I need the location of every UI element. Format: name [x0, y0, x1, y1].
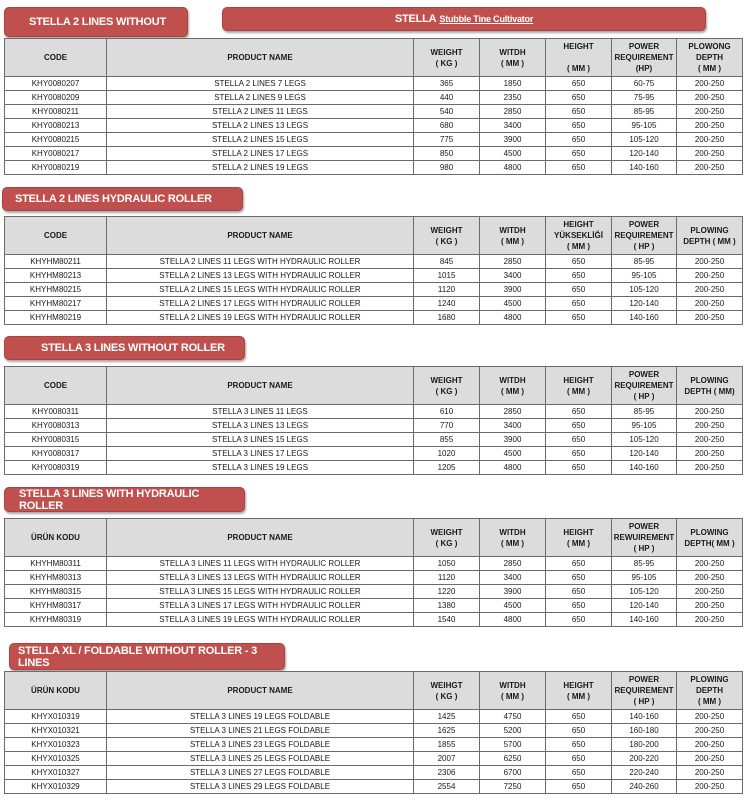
section-banner-label: STELLA 2 LINES HYDRAULIC ROLLER [15, 193, 212, 205]
cell-width: 3400 [480, 119, 546, 133]
table-row [5, 269, 743, 283]
section-banner-label: STELLA 3 LINES WITHOUT ROLLER [41, 342, 225, 354]
cell-product-name: STELLA 3 LINES 29 LEGS FOLDABLE [107, 780, 414, 794]
cell-power-requirement: 95-105 [612, 571, 677, 585]
column-header-product-name: PRODUCT NAME [107, 367, 414, 405]
column-header-weight: WEIGHT ( KG ) [414, 39, 480, 77]
cell-width: 6250 [480, 752, 546, 766]
cell-width: 5200 [480, 724, 546, 738]
table-row [5, 585, 743, 599]
cell-power-requirement: 140-160 [612, 710, 677, 724]
cell-width: 4800 [480, 311, 546, 325]
table-row [5, 119, 743, 133]
cell-code: KHYHM80215 [5, 283, 107, 297]
cell-code: KHYX010327 [5, 766, 107, 780]
cell-product-name: STELLA 2 LINES 11 LEGS [107, 105, 414, 119]
cell-product-name: STELLA 3 LINES 21 LEGS FOLDABLE [107, 724, 414, 738]
cell-weight: 1425 [414, 710, 480, 724]
cell-weight: 1680 [414, 311, 480, 325]
cell-plowing-depth: 200-250 [677, 311, 743, 325]
cell-power-requirement: 140-160 [612, 461, 677, 475]
header-row [5, 217, 743, 255]
cell-code: KHYX010321 [5, 724, 107, 738]
section-banner [4, 336, 245, 360]
column-header-power-requirement: POWER REQUIREMENT ( HP ) [612, 217, 677, 255]
cell-code: KHYHM80311 [5, 557, 107, 571]
cell-code: KHYX010329 [5, 780, 107, 794]
cell-weight: 365 [414, 77, 480, 91]
cell-width: 2850 [480, 557, 546, 571]
table-row [5, 133, 743, 147]
cell-height: 650 [546, 613, 612, 627]
spec-table [4, 38, 743, 175]
cell-weight: 980 [414, 161, 480, 175]
spec-table [4, 671, 743, 794]
cell-width: 4800 [480, 461, 546, 475]
cell-code: KHYHM80319 [5, 613, 107, 627]
column-header-width: WITDH ( MM ) [480, 39, 546, 77]
cell-power-requirement: 95-105 [612, 119, 677, 133]
cell-product-name: STELLA 3 LINES 17 LEGS [107, 447, 414, 461]
cell-product-name: STELLA 3 LINES 25 LEGS FOLDABLE [107, 752, 414, 766]
cell-plowing-depth: 200-250 [677, 419, 743, 433]
cell-height: 650 [546, 571, 612, 585]
cell-width: 4500 [480, 297, 546, 311]
cell-code: KHYX010319 [5, 710, 107, 724]
cell-weight: 1120 [414, 283, 480, 297]
cell-code: KHY0080211 [5, 105, 107, 119]
cell-power-requirement: 200-220 [612, 752, 677, 766]
cell-width: 3900 [480, 283, 546, 297]
cell-power-requirement: 95-105 [612, 419, 677, 433]
cell-plowing-depth: 200-250 [677, 161, 743, 175]
cell-code: KHYHM80315 [5, 585, 107, 599]
cell-plowing-depth: 200-250 [677, 599, 743, 613]
cell-power-requirement: 240-260 [612, 780, 677, 794]
column-header-power-requirement: POWER REQUIREMENT (HP) [612, 39, 677, 77]
cell-power-requirement: 85-95 [612, 405, 677, 419]
cell-width: 4500 [480, 599, 546, 613]
cell-product-name: STELLA 3 LINES 23 LEGS FOLDABLE [107, 738, 414, 752]
cell-weight: 1020 [414, 447, 480, 461]
cell-plowing-depth: 200-250 [677, 147, 743, 161]
cell-power-requirement: 105-120 [612, 283, 677, 297]
cell-product-name: STELLA 3 LINES 13 LEGS [107, 419, 414, 433]
cell-width: 3400 [480, 571, 546, 585]
cell-width: 3900 [480, 433, 546, 447]
cell-width: 3400 [480, 419, 546, 433]
cell-code: KHY0080207 [5, 77, 107, 91]
column-header-height: HEIGHT ( MM ) [546, 367, 612, 405]
cell-code: KHYX010323 [5, 738, 107, 752]
section-banner [2, 187, 243, 211]
column-header-code: CODE [5, 367, 107, 405]
cell-weight: 1855 [414, 738, 480, 752]
cell-width: 3900 [480, 133, 546, 147]
cell-height: 650 [546, 780, 612, 794]
cell-power-requirement: 120-140 [612, 297, 677, 311]
spec-table [4, 216, 743, 325]
cell-height: 650 [546, 269, 612, 283]
section-banner-label: STELLA 3 LINES WITH HYDRAULIC ROLLER [19, 487, 200, 512]
cell-width: 7250 [480, 780, 546, 794]
cell-power-requirement: 220-240 [612, 766, 677, 780]
cell-power-requirement: 140-160 [612, 161, 677, 175]
column-header-product-name: PRODUCT NAME [107, 519, 414, 557]
section-banner [4, 7, 188, 37]
table-row [5, 710, 743, 724]
cell-plowing-depth: 200-250 [677, 710, 743, 724]
cell-width: 3900 [480, 585, 546, 599]
cell-code: KHYHM80213 [5, 269, 107, 283]
section-banner-label: STELLA 2 LINES WITHOUT [29, 16, 166, 28]
column-header-weight: WEIGHT ( KG ) [414, 217, 480, 255]
table-row [5, 780, 743, 794]
cell-height: 650 [546, 133, 612, 147]
cell-weight: 1050 [414, 557, 480, 571]
column-header-code: ÜRÜN KODU [5, 519, 107, 557]
cell-power-requirement: 160-180 [612, 724, 677, 738]
cell-height: 650 [546, 766, 612, 780]
cell-height: 650 [546, 297, 612, 311]
cell-width: 4750 [480, 710, 546, 724]
cell-power-requirement: 60-75 [612, 77, 677, 91]
cell-plowing-depth: 200-250 [677, 77, 743, 91]
cell-product-name: STELLA 3 LINES 19 LEGS FOLDABLE [107, 710, 414, 724]
table-row [5, 405, 743, 419]
cell-product-name: STELLA 2 LINES 15 LEGS [107, 133, 414, 147]
table-row [5, 461, 743, 475]
column-header-width: WITDH ( MM ) [480, 519, 546, 557]
cell-width: 2850 [480, 105, 546, 119]
table-row [5, 738, 743, 752]
column-header-height: HEIGHT ( MM ) [546, 519, 612, 557]
table-row [5, 724, 743, 738]
cell-weight: 1540 [414, 613, 480, 627]
cell-width: 4500 [480, 447, 546, 461]
column-header-product-name: PRODUCT NAME [107, 39, 414, 77]
cell-code: KHYHM80313 [5, 571, 107, 585]
cell-plowing-depth: 200-250 [677, 461, 743, 475]
cell-weight: 440 [414, 91, 480, 105]
cell-height: 650 [546, 557, 612, 571]
cell-product-name: STELLA 3 LINES 19 LEGS [107, 461, 414, 475]
cell-product-name: STELLA 2 LINES 15 LEGS WITH HYDRAULIC ROLLER [107, 283, 414, 297]
column-header-height: HEIGHT ( MM ) [546, 39, 612, 77]
cell-plowing-depth: 200-250 [677, 447, 743, 461]
cell-product-name: STELLA 3 LINES 15 LEGS WITH HYDRAULIC ROLLER [107, 585, 414, 599]
cell-code: KHY0080215 [5, 133, 107, 147]
column-header-height: HEIGHT ( MM ) [546, 672, 612, 710]
cell-plowing-depth: 200-250 [677, 119, 743, 133]
column-header-power-requirement: POWER REQUIREMENT ( HP ) [612, 367, 677, 405]
table-row [5, 283, 743, 297]
cell-product-name: STELLA 2 LINES 19 LEGS WITH HYDRAULIC ROLLER [107, 311, 414, 325]
cell-product-name: STELLA 2 LINES 17 LEGS WITH HYDRAULIC ROLLER [107, 297, 414, 311]
cell-height: 650 [546, 147, 612, 161]
cell-height: 650 [546, 161, 612, 175]
cell-height: 650 [546, 752, 612, 766]
cell-width: 6700 [480, 766, 546, 780]
table-row [5, 766, 743, 780]
column-header-power-requirement: POWER REWUIREMENT ( HP ) [612, 519, 677, 557]
cell-power-requirement: 85-95 [612, 557, 677, 571]
title-sub: Stubble Tine Cultivator [439, 14, 534, 24]
section-banner [9, 643, 285, 670]
cell-width: 5700 [480, 738, 546, 752]
cell-height: 650 [546, 724, 612, 738]
cell-weight: 775 [414, 133, 480, 147]
cell-weight: 855 [414, 433, 480, 447]
column-header-weight: WEIGHT ( KG ) [414, 519, 480, 557]
section-banner-label: STELLA XL / FOLDABLE WITHOUT ROLLER - 3 LINES [18, 644, 258, 669]
cell-height: 650 [546, 311, 612, 325]
cell-height: 650 [546, 77, 612, 91]
cell-code: KHYHM80211 [5, 255, 107, 269]
column-header-code: CODE [5, 39, 107, 77]
cell-width: 3400 [480, 269, 546, 283]
cell-plowing-depth: 200-250 [677, 557, 743, 571]
title-main: STELLA [394, 13, 437, 25]
cell-plowing-depth: 200-250 [677, 297, 743, 311]
cell-weight: 1625 [414, 724, 480, 738]
cell-plowing-depth: 200-250 [677, 780, 743, 794]
header-row [5, 39, 743, 77]
column-header-plowing-depth: PLOWING DEPTH ( MM ) [677, 217, 743, 255]
cell-product-name: STELLA 2 LINES 7 LEGS [107, 77, 414, 91]
cell-product-name: STELLA 2 LINES 13 LEGS WITH HYDRAULIC ROLLER [107, 269, 414, 283]
table-row [5, 161, 743, 175]
cell-plowing-depth: 200-250 [677, 766, 743, 780]
cell-height: 650 [546, 119, 612, 133]
cell-code: KHY0080311 [5, 405, 107, 419]
table-row [5, 91, 743, 105]
cell-weight: 850 [414, 147, 480, 161]
cell-code: KHY0080313 [5, 419, 107, 433]
cell-weight: 845 [414, 255, 480, 269]
cell-weight: 1240 [414, 297, 480, 311]
table-row [5, 599, 743, 613]
cell-code: KHY0080319 [5, 461, 107, 475]
cell-plowing-depth: 200-250 [677, 91, 743, 105]
table-row [5, 419, 743, 433]
header-row [5, 519, 743, 557]
cell-height: 650 [546, 447, 612, 461]
title-banner [222, 7, 706, 31]
column-header-product-name: PRODUCT NAME [107, 217, 414, 255]
cell-weight: 680 [414, 119, 480, 133]
cell-height: 650 [546, 405, 612, 419]
cell-power-requirement: 105-120 [612, 585, 677, 599]
table-row [5, 447, 743, 461]
cell-code: KHYHM80317 [5, 599, 107, 613]
column-header-weight: WEIGHT ( KG ) [414, 367, 480, 405]
table-row [5, 105, 743, 119]
cell-product-name: STELLA 3 LINES 11 LEGS WITH HYDRAULIC ROLLER [107, 557, 414, 571]
table-row [5, 255, 743, 269]
cell-product-name: STELLA 2 LINES 11 LEGS WITH HYDRAULIC ROLLER [107, 255, 414, 269]
table-row [5, 311, 743, 325]
cell-weight: 610 [414, 405, 480, 419]
cell-height: 650 [546, 91, 612, 105]
cell-plowing-depth: 200-250 [677, 433, 743, 447]
header-row [5, 672, 743, 710]
cell-plowing-depth: 200-250 [677, 283, 743, 297]
cell-height: 650 [546, 419, 612, 433]
column-header-plowing-depth: PLOWING DEPTH ( MM) [677, 367, 743, 405]
cell-width: 4500 [480, 147, 546, 161]
cell-power-requirement: 75-95 [612, 91, 677, 105]
table-row [5, 297, 743, 311]
cell-weight: 1015 [414, 269, 480, 283]
cell-code: KHYHM80219 [5, 311, 107, 325]
column-header-code: ÜRÜN KODU [5, 672, 107, 710]
cell-width: 4800 [480, 161, 546, 175]
table-row [5, 557, 743, 571]
cell-height: 650 [546, 283, 612, 297]
cell-power-requirement: 85-95 [612, 255, 677, 269]
table-row [5, 571, 743, 585]
cell-weight: 1205 [414, 461, 480, 475]
cell-power-requirement: 120-140 [612, 599, 677, 613]
spec-table [4, 366, 743, 475]
cell-code: KHYHM80217 [5, 297, 107, 311]
cell-plowing-depth: 200-250 [677, 255, 743, 269]
cell-product-name: STELLA 2 LINES 9 LEGS [107, 91, 414, 105]
cell-power-requirement: 120-140 [612, 447, 677, 461]
cell-code: KHY0080209 [5, 91, 107, 105]
column-header-code: CODE [5, 217, 107, 255]
cell-plowing-depth: 200-250 [677, 752, 743, 766]
cell-power-requirement: 95-105 [612, 269, 677, 283]
cell-width: 2850 [480, 405, 546, 419]
table-row [5, 147, 743, 161]
cell-power-requirement: 140-160 [612, 311, 677, 325]
cell-width: 1850 [480, 77, 546, 91]
cell-code: KHY0080317 [5, 447, 107, 461]
column-header-plowing-depth: PLOWING DEPTH( MM ) [677, 519, 743, 557]
cell-height: 650 [546, 105, 612, 119]
spec-table [4, 518, 743, 627]
cell-height: 650 [546, 433, 612, 447]
table-row [5, 752, 743, 766]
cell-plowing-depth: 200-250 [677, 405, 743, 419]
cell-code: KHY0080315 [5, 433, 107, 447]
cell-weight: 770 [414, 419, 480, 433]
cell-plowing-depth: 200-250 [677, 571, 743, 585]
cell-height: 650 [546, 461, 612, 475]
cell-width: 2350 [480, 91, 546, 105]
cell-power-requirement: 105-120 [612, 433, 677, 447]
cell-code: KHYX010325 [5, 752, 107, 766]
cell-weight: 1380 [414, 599, 480, 613]
cell-product-name: STELLA 3 LINES 17 LEGS WITH HYDRAULIC ROLLER [107, 599, 414, 613]
cell-height: 650 [546, 599, 612, 613]
cell-weight: 1120 [414, 571, 480, 585]
cell-height: 650 [546, 738, 612, 752]
column-header-width: WITDH ( MM ) [480, 367, 546, 405]
cell-plowing-depth: 200-250 [677, 269, 743, 283]
cell-height: 650 [546, 710, 612, 724]
column-header-plowing-depth: PLOWONG DEPTH ( MM ) [677, 39, 743, 77]
cell-product-name: STELLA 3 LINES 19 LEGS WITH HYDRAULIC ROLLER [107, 613, 414, 627]
cell-power-requirement: 180-200 [612, 738, 677, 752]
cell-code: KHY0080219 [5, 161, 107, 175]
cell-plowing-depth: 200-250 [677, 613, 743, 627]
cell-power-requirement: 120-140 [612, 147, 677, 161]
cell-code: KHY0080213 [5, 119, 107, 133]
cell-plowing-depth: 200-250 [677, 724, 743, 738]
section-banner [4, 487, 245, 512]
cell-product-name: STELLA 2 LINES 19 LEGS [107, 161, 414, 175]
cell-weight: 1220 [414, 585, 480, 599]
column-header-plowing-depth: PLOWING DEPTH ( MM ) [677, 672, 743, 710]
column-header-width: WITDH ( MM ) [480, 672, 546, 710]
table-row [5, 77, 743, 91]
cell-power-requirement: 105-120 [612, 133, 677, 147]
table-row [5, 433, 743, 447]
cell-product-name: STELLA 3 LINES 15 LEGS [107, 433, 414, 447]
cell-height: 650 [546, 585, 612, 599]
cell-height: 650 [546, 255, 612, 269]
cell-code: KHY0080217 [5, 147, 107, 161]
cell-product-name: STELLA 2 LINES 17 LEGS [107, 147, 414, 161]
cell-product-name: STELLA 3 LINES 27 LEGS FOLDABLE [107, 766, 414, 780]
cell-plowing-depth: 200-250 [677, 738, 743, 752]
header-row [5, 367, 743, 405]
cell-width: 4800 [480, 613, 546, 627]
table-row [5, 613, 743, 627]
cell-weight: 2554 [414, 780, 480, 794]
cell-product-name: STELLA 2 LINES 13 LEGS [107, 119, 414, 133]
cell-power-requirement: 85-95 [612, 105, 677, 119]
cell-product-name: STELLA 3 LINES 13 LEGS WITH HYDRAULIC ROLLER [107, 571, 414, 585]
cell-plowing-depth: 200-250 [677, 133, 743, 147]
cell-plowing-depth: 200-250 [677, 105, 743, 119]
cell-width: 2850 [480, 255, 546, 269]
cell-weight: 540 [414, 105, 480, 119]
column-header-weight: WEIHGT ( KG ) [414, 672, 480, 710]
cell-product-name: STELLA 3 LINES 11 LEGS [107, 405, 414, 419]
column-header-product-name: PRODUCT NAME [107, 672, 414, 710]
cell-weight: 2306 [414, 766, 480, 780]
cell-plowing-depth: 200-250 [677, 585, 743, 599]
column-header-height: HEIGHT YÜKSEKLİĞİ ( MM ) [546, 217, 612, 255]
cell-weight: 2007 [414, 752, 480, 766]
column-header-power-requirement: POWER REQUIREMENT ( HP ) [612, 672, 677, 710]
column-header-width: WITDH ( MM ) [480, 217, 546, 255]
cell-power-requirement: 140-160 [612, 613, 677, 627]
